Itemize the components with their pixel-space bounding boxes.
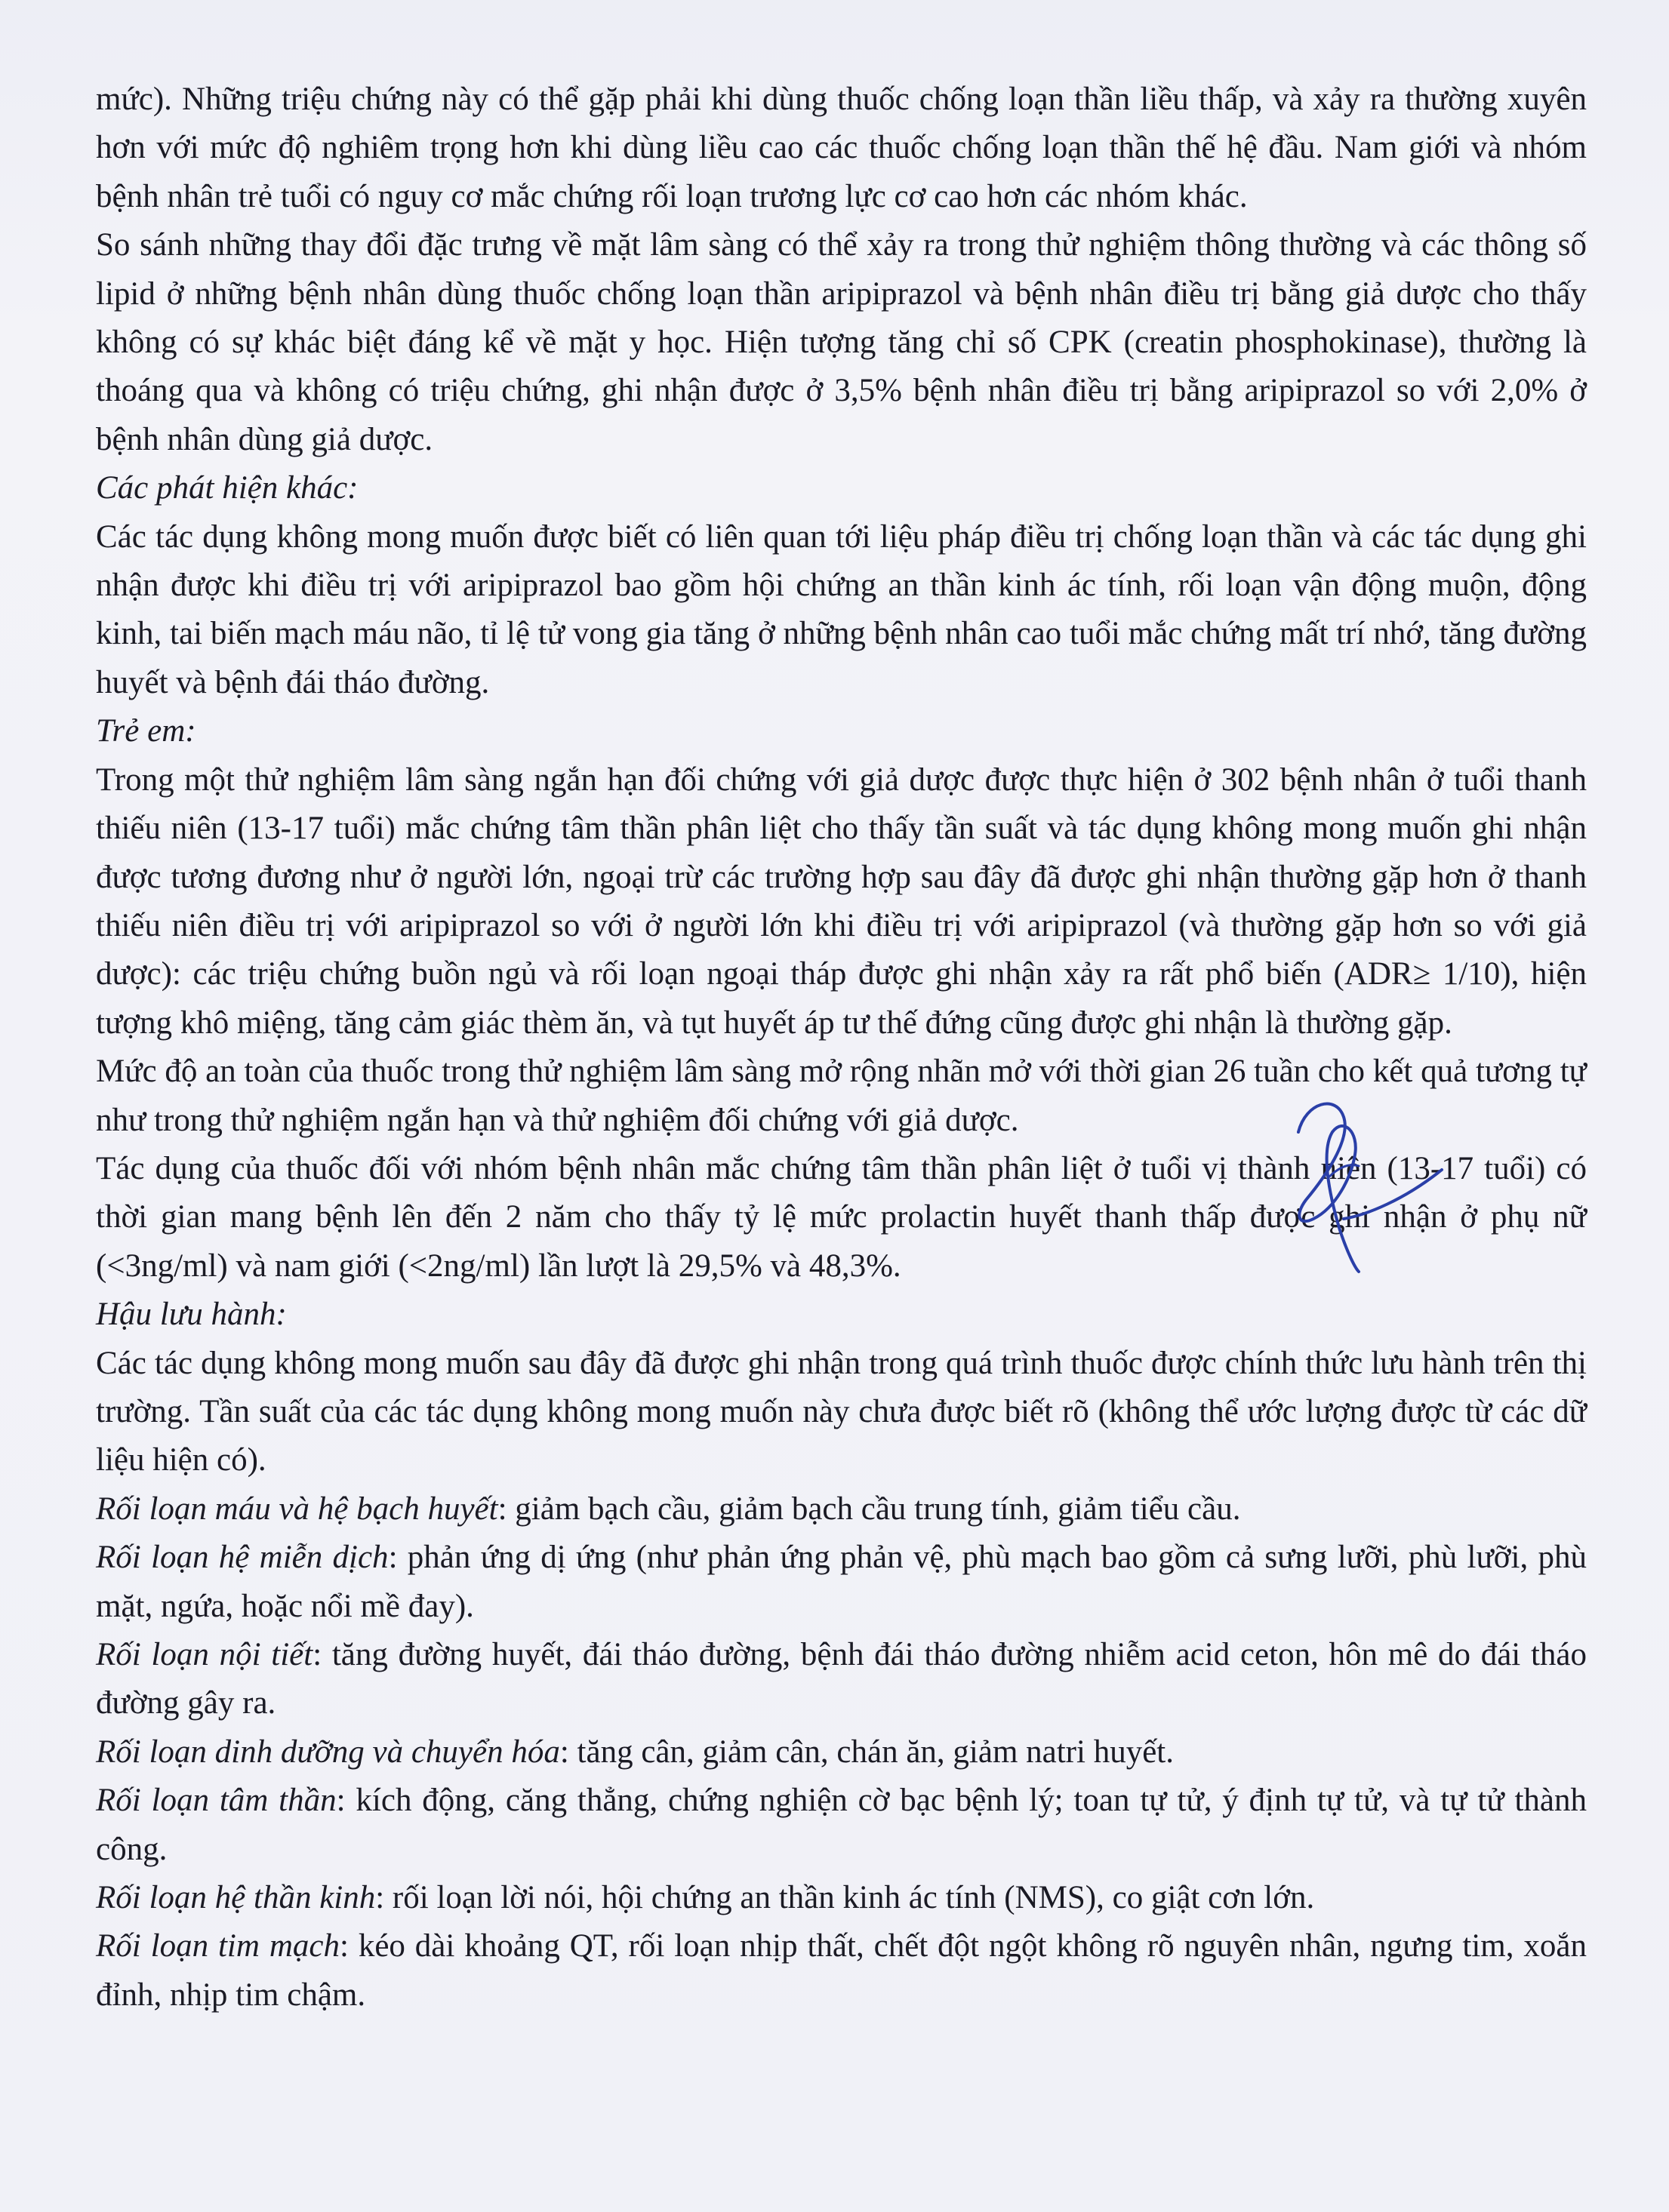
item-psychiatric: Rối loạn tâm thần: kích động, căng thẳng, chứng nghiện cờ bạc bệnh lý; toan tự tử, ý định tự tử, và tự tử thành công.: [96, 1783, 1587, 1867]
paragraph-other-findings: Các tác dụng không mong muốn được biết có liên quan tới liệu pháp điều trị chống loạn thần và các tác dụng ghi nhận được khi điều trị với aripiprazol bao gồm hội chứng an thần kinh ác tính, rối loạn vận động muộn, động kinh, tai biến mạch máu não, tỉ lệ tử vong gia tăng ở những bệnh nhân cao tuổi mắc chứng mất trí nhớ, tăng đường huyết và bệnh đái tháo đường.: [96, 518, 1587, 700]
item-immune: Rối loạn hệ miễn dịch: phản ứng dị ứng (như phản ứng phản vệ, phù mạch bao gồm cả sưng lưỡi, phù lưỡi, phù mặt, ngứa, hoặc nổi mề đay).: [96, 1540, 1587, 1624]
paragraph-adolescent-trial: Trong một thử nghiệm lâm sàng ngắn hạn đối chứng với giả dược được thực hiện ở 302 bệnh nhân ở tuổi thanh thiếu niên (13-17 tuổi) mắc chứng tâm thần phân liệt cho thấy tần suất và tác dụng không mong muốn ghi nhận được tương đương như ở người lớn, ngoại trừ các trường hợp sau đây đã được ghi nhận thường gặp hơn ở thanh thiếu niên điều trị với aripiprazol so với ở người lớn khi điều trị với aripiprazol (và thường gặp hơn so với giả dược): các triệu chứng buồn ngủ và rối loạn ngoại tháp được ghi nhận xảy ra rất phổ biến (ADR≥ 1/10), hiện tượng khô miệng, tăng cảm giác thèm ăn, và tụt huyết áp tư thế đứng cũng được ghi nhận là thường gặp.: [96, 761, 1587, 1041]
item-nervous-system: Rối loạn hệ thần kinh: rối loạn lời nói, hội chứng an thần kinh ác tính (NMS), co giật cơn lớn.: [96, 1880, 1315, 1916]
paragraph-open-label-safety: Mức độ an toàn của thuốc trong thử nghiệm lâm sàng mở rộng nhãn mở với thời gian 26 tuần cho kết quả tương tự như trong thử nghiệm ngắn hạn và thử nghiệm đối chứng với giả dược.: [96, 1054, 1587, 1138]
paragraph-cpk-comparison: So sánh những thay đổi đặc trưng về mặt lâm sàng có thể xảy ra trong thử nghiệm thông thường và các thông số lipid ở những bệnh nhân dùng thuốc chống loạn thần aripiprazol và bệnh nhân điều trị bằng giả dược cho thấy không có sự khác biệt đáng kể về mặt y học. Hiện tượng tăng chỉ số CPK (creatin phosphokinase), thường là thoáng qua và không có triệu chứng, ghi nhận được ở 3,5% bệnh nhân điều trị bằng aripiprazol so với 2,0% ở bệnh nhân dùng giả dược.: [96, 227, 1587, 457]
paragraph-post-marketing-intro: Các tác dụng không mong muốn sau đây đã được ghi nhận trong quá trình thuốc được chính thức lưu hành trên thị trường. Tần suất của các tác dụng không mong muốn này chưa được biết rõ (không thể ước lượng được từ các dữ liệu hiện có).: [96, 1345, 1587, 1478]
item-endocrine: Rối loạn nội tiết: tăng đường huyết, đái tháo đường, bệnh đái tháo đường nhiễm acid ceton, hôn mê do đái tháo đường gây ra.: [96, 1637, 1587, 1721]
paragraph-dystonia-continuation: mức). Những triệu chứng này có thể gặp phải khi dùng thuốc chống loạn thần liều thấp, và xảy ra thường xuyên hơn với mức độ nghiêm trọng hơn khi dùng liều cao các thuốc chống loạn thần thế hệ đầu. Nam giới và nhóm bệnh nhân trẻ tuổi có nguy cơ mắc chứng rối loạn trương lực cơ cao hơn các nhóm khác.: [96, 82, 1587, 214]
document-body: [96, 75, 1587, 2020]
heading-children: Trẻ em:: [96, 713, 196, 749]
item-blood-lymphatic: Rối loạn máu và hệ bạch huyết: giảm bạch cầu, giảm bạch cầu trung tính, giảm tiểu cầu.: [96, 1491, 1241, 1527]
heading-post-marketing: Hậu lưu hành:: [96, 1297, 287, 1333]
heading-other-findings: Các phát hiện khác:: [96, 470, 359, 506]
item-cardiac: Rối loạn tim mạch: kéo dài khoảng QT, rối loạn nhịp thất, chết đột ngột không rõ nguyên nhân, ngưng tim, xoắn đỉnh, nhịp tim chậm.: [96, 1928, 1587, 2013]
paragraph-prolactin: Tác dụng của thuốc đối với nhóm bệnh nhân mắc chứng tâm thần phân liệt ở tuổi vị thành niên (13-17 tuổi) có thời gian mang bệnh lên đến 2 năm cho thấy tỷ lệ mức prolactin huyết thanh thấp được ghi nhận ở phụ nữ (<3ng/ml) và nam giới (<2ng/ml) lần lượt là 29,5% và 48,3%.: [96, 1150, 1587, 1284]
item-metabolism: Rối loạn dinh dưỡng và chuyển hóa: tăng cân, giảm cân, chán ăn, giảm natri huyết.: [96, 1734, 1174, 1770]
